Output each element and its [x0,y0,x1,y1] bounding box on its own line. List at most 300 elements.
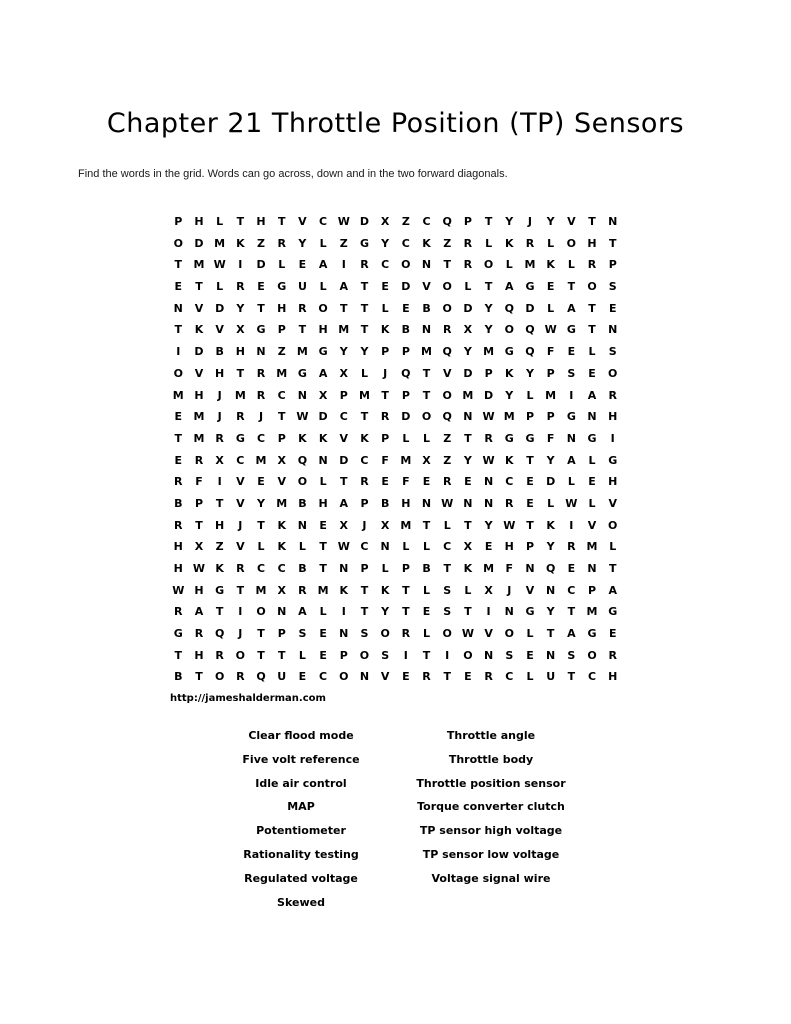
grid-letter: T [174,258,183,272]
word-list-item: Regulated voltage [244,871,358,885]
grid-letter: H [194,648,204,662]
grid-letter: X [318,388,328,402]
grid-letter: A [567,627,576,641]
grid-row [168,623,623,645]
grid-letter: H [173,562,183,575]
grid-letter: Q [442,215,452,228]
grid-letter: I [445,648,450,662]
grid-letter: V [587,518,597,532]
grid-letter: H [318,496,328,510]
grid-letter: D [401,410,411,424]
grid-letter: B [215,345,224,359]
grid-letter: A [318,258,328,272]
grid-letter: W [172,583,185,597]
grid-letter: R [525,236,535,250]
grid-letter: P [588,583,597,597]
grid-letter: P [401,388,410,402]
grid-letter: X [422,453,431,467]
word-list-right [405,724,577,891]
grid-letter: P [401,345,410,359]
grid-letter: O [235,648,246,662]
grid-letter: X [236,323,245,337]
grid-letter: O [339,670,349,684]
grid-letter: Z [401,215,410,228]
grid-letter: P [401,562,410,575]
grid-letter: H [194,215,204,228]
grid-letter: V [380,670,390,684]
grid-letter: V [194,366,204,380]
grid-letter: Z [339,236,348,250]
grid-letter: K [215,562,224,575]
grid-letter: M [462,388,474,402]
grid-letter: O [442,301,452,315]
grid-letter: G [277,280,287,294]
grid-letter: T [360,410,369,424]
grid-letter: G [318,345,328,359]
grid-letter: G [566,410,576,424]
grid-letter: V [567,215,576,228]
grid-letter: T [567,280,576,294]
grid-letter: Y [381,605,390,619]
grid-letter: L [381,301,389,315]
source-url: http://jameshalderman.com [170,693,326,704]
grid-letter: C [256,562,266,575]
grid-letter: I [403,648,408,662]
grid-row [168,471,623,493]
word-list-item: Throttle body [448,752,534,766]
grid-letter: M [338,323,350,337]
grid-letter: K [339,583,349,597]
grid-letter: B [380,496,390,510]
grid-letter: L [547,496,555,510]
grid-letter: N [463,496,473,510]
grid-letter: L [588,496,596,510]
grid-letter: R [442,323,452,337]
grid-letter: X [277,453,286,467]
grid-letter: T [464,518,472,532]
grid-letter: M [545,388,557,402]
grid-row [168,536,623,558]
grid-letter: I [569,518,574,532]
grid-letter: H [608,410,618,424]
grid-letter: O [608,518,618,532]
grid-letter: J [527,215,533,228]
grid-letter: C [319,215,328,228]
grid-letter: Y [525,366,534,380]
grid-letter: E [319,518,327,532]
grid-letter: R [484,431,493,445]
grid-letter: P [360,562,369,575]
grid-letter: V [236,475,245,489]
grid-letter: Z [257,236,266,250]
grid-letter: R [442,475,452,489]
grid-row [168,233,623,255]
grid-letter: R [215,648,224,662]
grid-letter: W [461,627,474,641]
grid-letter: A [318,366,328,380]
grid-letter: N [546,583,556,597]
word-search-grid [168,211,623,688]
grid-letter: N [546,648,556,662]
grid-letter: S [443,605,452,619]
grid-row [168,558,623,580]
grid-letter: K [505,366,514,380]
grid-row [168,428,623,450]
grid-letter: H [587,236,597,250]
grid-letter: A [339,280,349,294]
grid-row [168,666,623,688]
grid-letter: A [608,583,617,597]
grid-letter: K [194,323,204,337]
grid-letter: L [547,301,555,315]
grid-letter: Z [277,345,286,359]
grid-letter: D [256,258,266,272]
grid-letter: T [298,323,307,337]
grid-letter: R [277,236,286,250]
grid-letter: L [526,627,534,641]
grid-letter: M [586,540,598,554]
grid-letter: B [174,496,183,510]
grid-letter: Y [463,453,472,467]
grid-letter: H [235,345,245,359]
grid-letter: M [400,453,412,467]
word-list-item: Torque converter clutch [417,800,565,814]
grid-letter: T [340,475,348,489]
grid-letter: W [213,258,226,272]
grid-letter: M [358,388,370,402]
grid-letter: Q [525,323,535,337]
grid-letter: T [422,366,431,380]
grid-letter: R [194,627,204,641]
grid-row [168,493,623,515]
word-list-item: Idle air control [255,776,347,790]
grid-letter: N [173,301,183,315]
grid-letter: E [567,562,576,575]
grid-letter: M [276,496,288,510]
grid-letter: G [525,280,535,294]
grid-row [168,580,623,602]
grid-letter: T [236,366,245,380]
grid-letter: T [360,301,369,315]
grid-letter: J [217,410,222,424]
grid-letter: O [587,648,597,662]
grid-letter: D [401,280,411,294]
grid-letter: L [464,280,472,294]
grid-letter: V [236,496,245,510]
grid-letter: R [174,475,183,489]
grid-letter: Y [505,215,514,228]
grid-row [168,211,623,233]
grid-letter: T [567,670,576,684]
grid-letter: E [422,605,431,619]
grid-letter: M [296,345,308,359]
word-list-item: TP sensor low voltage [422,847,560,861]
grid-letter: V [608,496,617,510]
grid-letter: S [567,648,576,662]
grid-letter: D [339,453,349,467]
grid-letter: O [483,258,494,272]
grid-letter: N [256,345,266,359]
word-list-item: Potentiometer [256,824,346,838]
grid-letter: L [505,258,513,272]
grid-letter: C [587,670,597,684]
grid-letter: P [525,540,534,554]
grid-letter: P [277,431,286,445]
grid-letter: T [588,323,596,337]
grid-letter: Q [525,345,535,359]
grid-letter: Y [484,518,493,532]
grid-letter: T [340,301,348,315]
grid-letter: F [381,453,389,467]
grid-letter: L [402,431,410,445]
grid-letter: O [608,366,618,380]
grid-letter: M [421,345,432,359]
grid-letter: B [401,323,411,337]
grid-letter: N [504,605,514,619]
grid-letter: L [216,215,224,228]
grid-letter: G [359,236,369,250]
grid-letter: E [257,280,265,294]
grid-letter: L [464,583,472,597]
grid-letter: C [319,670,328,684]
grid-letter: L [319,475,327,489]
grid-letter: T [360,323,369,337]
grid-letter: E [174,453,183,467]
grid-letter: V [422,280,431,294]
grid-letter: R [463,258,473,272]
grid-letter: G [173,627,183,641]
grid-letter: X [277,583,286,597]
grid-letter: T [360,280,369,294]
grid-letter: G [566,323,576,337]
grid-letter: H [608,670,618,684]
grid-letter: V [339,431,349,445]
grid-letter: T [588,215,596,228]
grid-letter: V [525,583,535,597]
grid-letter: Y [546,453,555,467]
grid-letter: N [318,453,328,467]
grid-letter: M [234,388,246,402]
grid-letter: D [359,215,370,228]
grid-letter: C [381,258,390,272]
grid-letter: E [526,496,534,510]
grid-letter: R [608,388,617,402]
grid-row [168,254,623,276]
grid-letter: T [257,301,265,315]
grid-letter: T [443,670,451,684]
grid-letter: M [503,410,515,424]
grid-letter: R [298,301,307,315]
grid-letter: V [236,540,245,554]
grid-letter: L [319,280,327,294]
grid-letter: G [587,431,597,445]
grid-letter: L [485,236,493,250]
grid-letter: L [526,388,534,402]
grid-row [168,601,623,623]
grid-letter: N [421,323,432,337]
grid-letter: N [525,562,535,575]
grid-letter: S [298,627,307,641]
grid-letter: T [546,627,555,641]
grid-letter: F [546,431,555,445]
grid-letter: Q [214,627,225,641]
grid-letter: H [401,496,411,510]
grid-letter: D [215,301,225,315]
grid-letter: Y [257,496,266,510]
grid-letter: O [463,648,473,662]
grid-letter: F [505,562,514,575]
grid-letter: O [359,648,370,662]
grid-letter: Y [505,388,514,402]
grid-letter: T [443,562,451,575]
grid-letter: U [546,670,556,684]
grid-letter: T [443,258,451,272]
grid-letter: E [567,345,576,359]
grid-row [168,450,623,472]
word-list-item: TP sensor high voltage [419,824,563,838]
grid-letter: K [546,518,555,532]
grid-letter: P [525,410,534,424]
grid-letter: F [402,475,410,489]
grid-letter: T [174,431,183,445]
grid-letter: X [339,518,349,532]
grid-letter: T [402,605,410,619]
grid-letter: E [298,258,307,272]
grid-letter: T [360,605,369,619]
grid-letter: R [587,258,597,272]
grid-letter: E [298,670,307,684]
grid-letter: M [255,583,267,597]
grid-row [168,406,623,428]
grid-letter: C [567,583,576,597]
grid-letter: T [195,670,203,684]
grid-letter: Y [546,605,555,619]
grid-letter: A [567,453,576,467]
grid-row [168,319,623,341]
grid-letter: M [214,236,226,250]
grid-letter: N [421,496,432,510]
grid-letter: R [463,236,473,250]
grid-letter: Y [339,345,348,359]
grid-letter: X [484,583,493,597]
grid-letter: O [442,388,452,402]
grid-letter: M [193,410,205,424]
grid-letter: X [463,323,473,337]
grid-row [168,341,623,363]
grid-letter: E [319,648,327,662]
grid-letter: R [236,280,245,294]
grid-letter: S [505,648,514,662]
grid-letter: W [296,410,309,424]
grid-letter: T [484,280,493,294]
grid-letter: O [566,236,577,250]
grid-letter: R [215,431,224,445]
grid-letter: N [608,215,618,228]
grid-letter: D [546,475,556,489]
grid-letter: C [360,540,369,554]
grid-letter: K [380,323,390,337]
grid-letter: V [484,627,493,641]
grid-letter: X [215,453,224,467]
grid-letter: I [341,605,346,619]
grid-letter: Y [484,301,493,315]
grid-letter: G [525,431,535,445]
grid-letter: E [174,280,183,294]
grid-letter: E [608,627,617,641]
page-title: Chapter 21 Throttle Position (TP) Sensors [106,108,685,139]
grid-letter: H [173,540,183,554]
grid-letter: Q [297,453,308,467]
grid-letter: S [360,627,369,641]
grid-letter: M [172,388,184,402]
grid-letter: O [504,627,514,641]
grid-letter: C [360,453,369,467]
grid-letter: R [360,258,369,272]
grid-letter: B [422,562,431,575]
grid-letter: P [484,366,493,380]
grid-letter: T [526,518,534,532]
grid-letter: R [174,518,183,532]
grid-letter: O [587,280,597,294]
grid-letter: L [547,236,555,250]
grid-letter: Z [443,453,452,467]
grid-row [168,276,623,298]
grid-letter: Q [256,670,266,684]
grid-letter: C [236,453,245,467]
grid-letter: R [608,648,617,662]
grid-letter: T [277,410,286,424]
grid-letter: W [544,323,557,337]
grid-letter: R [236,410,245,424]
grid-letter: K [318,431,328,445]
grid-letter: Y [546,540,555,554]
grid-letter: Z [215,540,224,554]
grid-letter: C [277,388,286,402]
grid-letter: O [318,301,328,315]
grid-letter: B [422,301,431,315]
grid-letter: A [298,605,307,619]
grid-letter: S [608,345,617,359]
grid-letter: I [341,258,346,272]
grid-letter: T [567,605,576,619]
grid-letter: A [194,605,204,619]
grid-letter: A [567,301,576,315]
grid-letter: Z [443,236,452,250]
grid-letter: D [318,410,328,424]
grid-letter: J [238,627,243,641]
grid-letter: R [174,605,183,619]
grid-letter: D [463,301,473,315]
grid-letter: P [608,258,617,272]
grid-letter: L [278,258,286,272]
grid-letter: L [402,540,410,554]
grid-letter: I [238,258,243,272]
grid-letter: H [277,301,287,315]
grid-letter: P [381,431,390,445]
grid-letter: B [298,562,307,575]
grid-letter: W [482,410,495,424]
grid-letter: C [339,410,348,424]
grid-letter: Q [442,410,452,424]
grid-letter: Y [360,345,369,359]
grid-letter: O [173,236,183,250]
grid-letter: X [380,215,390,228]
grid-letter: Z [443,431,452,445]
grid-letter: I [610,431,615,445]
grid-letter: P [339,388,348,402]
grid-letter: I [486,605,491,619]
grid-letter: N [587,410,597,424]
